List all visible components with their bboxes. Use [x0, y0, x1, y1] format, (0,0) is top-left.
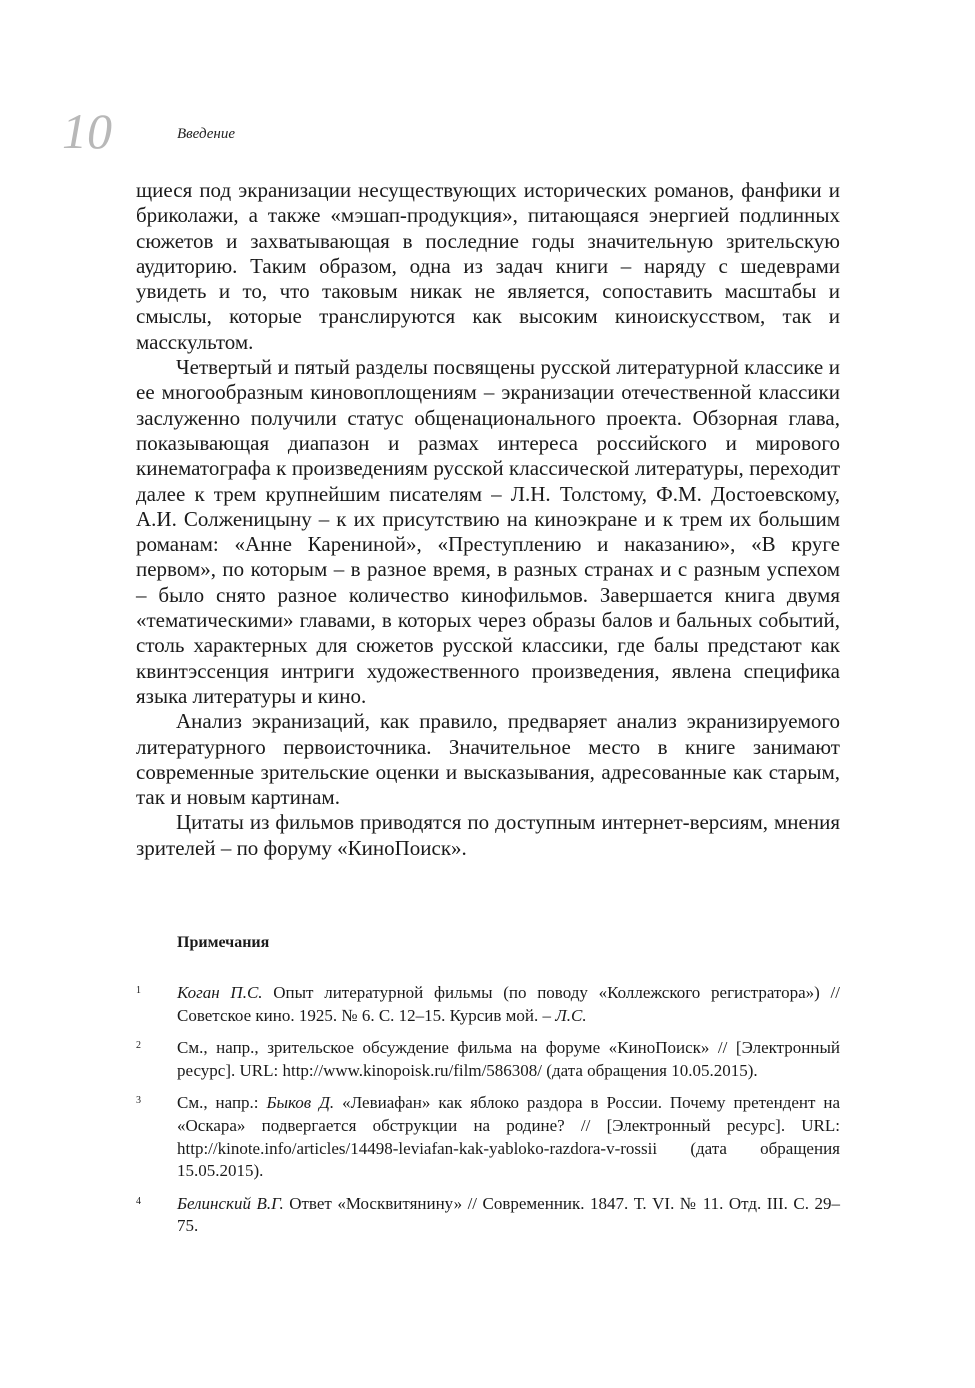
note-3: [136, 1092, 840, 1182]
note-author: Белинский В.Г.: [177, 1193, 284, 1213]
notes-list: [136, 982, 840, 1248]
note-number: 4: [136, 1195, 141, 1207]
note-author: Коган П.С.: [177, 983, 263, 1002]
note-number: 1: [136, 985, 141, 996]
notes-heading: Примечания: [177, 934, 270, 951]
note-number: 3: [136, 1095, 141, 1107]
paragraph: Анализ экранизаций, как правило, предваряет анализ экранизируемого литературного первоисточника. Значительное место в книге занимают современные зрительские оценки и высказывания, адресованные как старым, так и новым картинам.: [136, 709, 840, 810]
note-text: См., напр., зрительское обсуждение фильма на форуме «КиноПоиск» // [Электронный ресурс]. URL: http://www.kinopoisk.ru/film/586308/ (дата обращения 10.05.2015).: [177, 1038, 840, 1080]
note-prefix: См., напр.:: [177, 1093, 267, 1113]
paragraph: Четвертый и пятый разделы посвящены русской литературной классике и ее многообразным киновоплощениям – экранизации отечественной классики заслуженно получили статус общенационального проекта. Обзорная глава, показывающая диапазон и размах интереса российского и мирового кинематографа к произведениям русской классической литературы, переходит далее к трем крупнейшим писателям – Л.Н. Толстому, Ф.М. Достоевскому, А.И. Солженицыну – к их присутствию на киноэкране и к трем их большим романам: «Анне Карениной», «Преступлению и наказанию», «В круге первом», по которым – в разное время, в разных странах и с разным успехом – было снято разное количество кинофильмов. Завершается книга двумя «тематическими» главами, в которых через образы балов и бальных событий, столь характерных для сюжетов русской классики, где балы предстают как квинтэссенция интриги художественного произведения, явлена специфика языка литературы и кино.: [136, 355, 840, 708]
note-text: «Левиафан» как яблоко раздора в России. Почему претендент на «Оскара» подвергается обструкции на родине? // [Электронный ресурс]. URL: http://kinote.info/articles/14498-leviafan-kak-yabloko-razdora-v-rossii (дата обращения 15.05.2015).: [177, 1093, 840, 1181]
note-1: [136, 982, 840, 1027]
note-text: Опыт литературной фильмы (по поводу «Коллежского регистратора») // Советское кино. 1925. № 6. С. 12–15. Курсив мой. –: [177, 983, 840, 1025]
note-number: 2: [136, 1040, 141, 1052]
paragraph: щиеся под экранизации несуществующих исторических романов, фанфики и бриколажи, а также «мэшап-продукция», питающаяся энергией подлинных сюжетов и захватывающая в последние годы значительную зрительскую аудиторию. Таким образом, одна из задач книги – наряду с шедеврами увидеть и то, что таковым никак не является, сопоставить масштабы и смыслы, которые транслируются как высоким киноискусством, так и масскультом.: [136, 178, 840, 354]
note-2: [136, 1037, 840, 1082]
page-number: 10: [62, 103, 112, 159]
note-author: Быков Д.: [266, 1093, 335, 1113]
note-4: [136, 1193, 840, 1238]
note-text: Ответ «Москвитянину» // Современник. 1847. Т. VI. № 11. Отд. III. С. 29–75.: [177, 1193, 840, 1236]
paragraph: Цитаты из фильмов приводятся по доступным интернет-версиям, мнения зрителей – по форуму «КиноПоиск».: [136, 810, 840, 860]
note-signature: Л.С.: [555, 1005, 587, 1025]
running-head: Введение: [177, 126, 235, 142]
body-text: [136, 178, 840, 861]
